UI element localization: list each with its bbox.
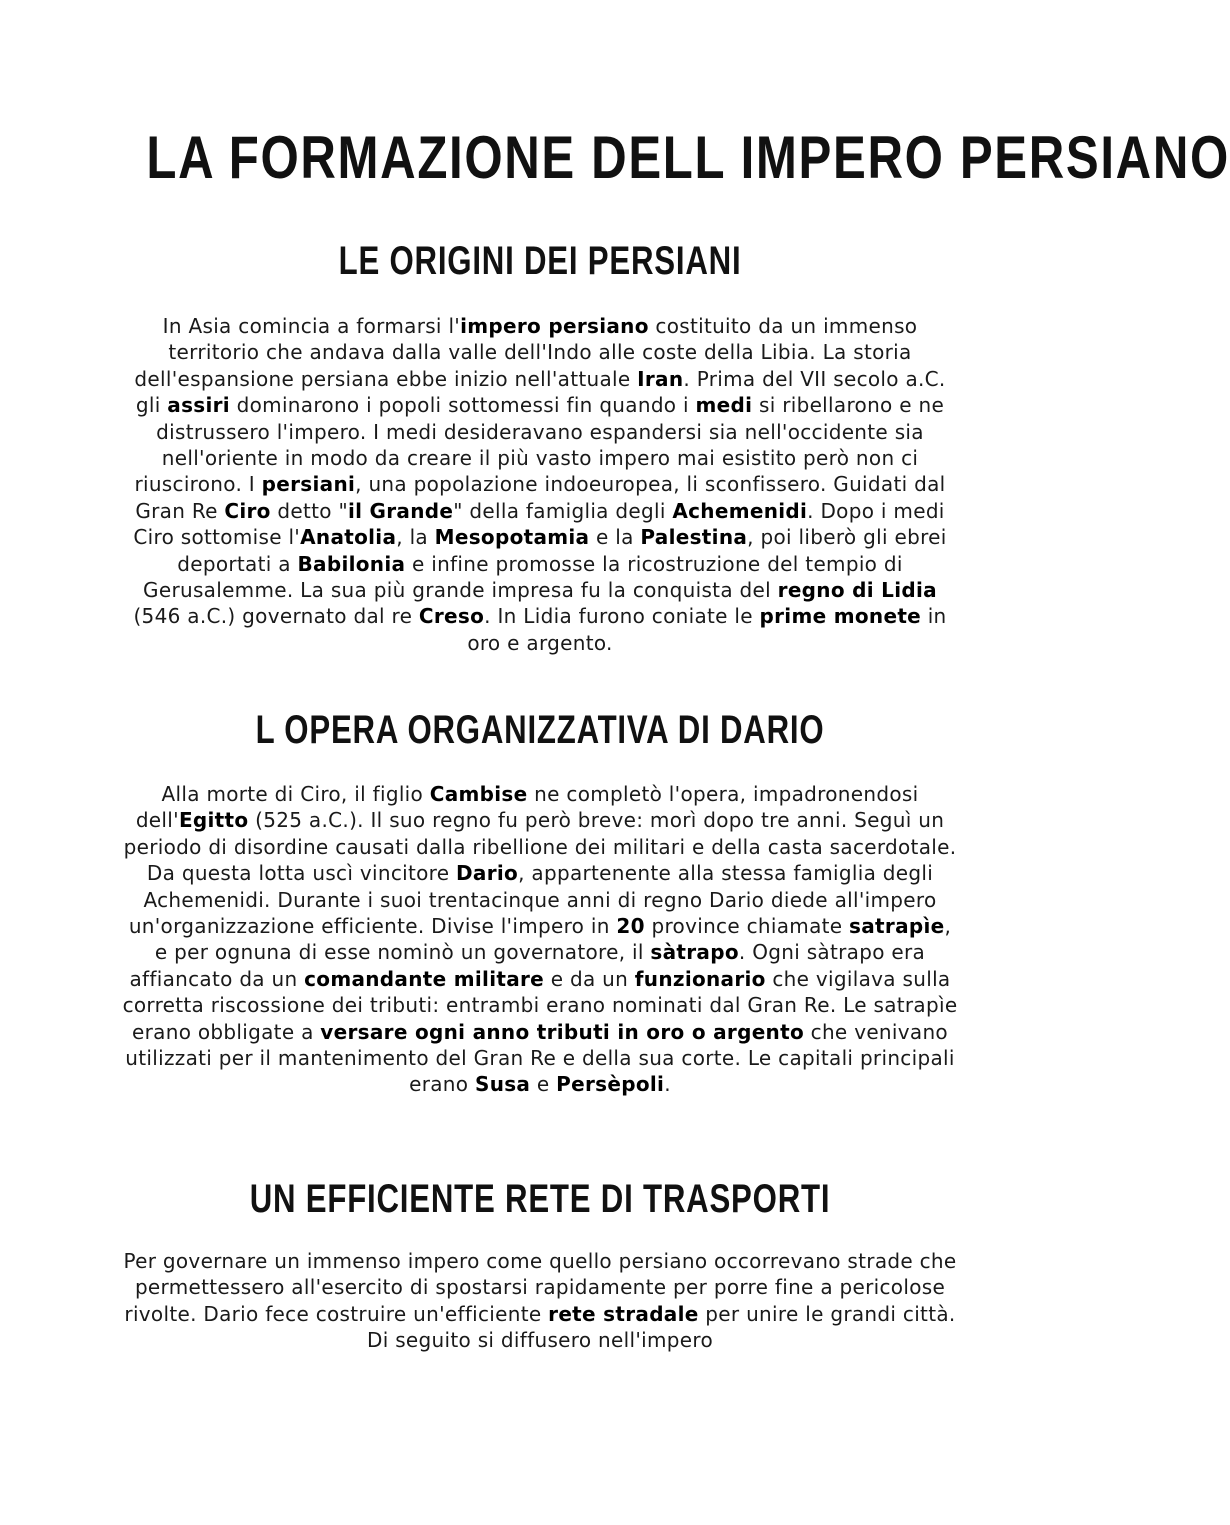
bold-term: Cambise [429, 782, 528, 806]
bold-term: satrapìe [849, 914, 945, 939]
text-run: , poi liberò gli ebrei deportati a [177, 525, 947, 576]
bold-term: Creso [418, 604, 485, 629]
bold-term: Achemenidi [672, 498, 808, 523]
text-run: detto " [270, 498, 348, 523]
text-run: costituito da un immenso territorio che andava dalla valle dell'Indo alle coste della Libia. La storia dell'espansione persiana ebbe inizio nell'attuale [134, 314, 918, 391]
bold-term: comandante militare [304, 966, 545, 991]
bold-term: Dario [456, 861, 519, 886]
text-run: in oro e argento. [467, 604, 947, 655]
text-run: . In Lidia furono coniate le [484, 604, 760, 629]
bold-term: funzionario [634, 966, 766, 991]
section-paragraph-trasporti [120, 1248, 960, 1354]
text-run: e [530, 1072, 557, 1097]
bold-term: 20 [616, 914, 645, 939]
section-heading-origini: LE ORIGINI DEI PERSIANI [338, 239, 742, 283]
section-heading-trasporti: UN EFFICIENTE RETE DI TRASPORTI [249, 1177, 831, 1221]
text-run: si ribellarono e ne distrussero l'impero. I medi desideravano espandersi sia nell'occidente sia nell'oriente in modo da creare il più vasto impero mai esistito però non ci riuscirono. I [134, 393, 945, 497]
bold-term: assiri [167, 393, 230, 418]
bold-term: rete stradale [548, 1301, 699, 1326]
section-paragraph-origini [120, 313, 960, 656]
text-run: ne completò l'opera, impadronendosi dell' [135, 782, 919, 833]
text-run: (546 a.C.) governato dal re [133, 604, 419, 629]
bold-term: Ciro [224, 498, 271, 523]
text-run: (525 a.C.). Il suo regno fu però breve: morì dopo tre anni. Seguì un periodo di disordine causati dalla ribellione dei militari e della casta sacerdotale. Da questa lotta uscì vincitore [123, 808, 957, 886]
bold-term: il Grande [347, 498, 454, 523]
text-run: , la [396, 525, 435, 550]
text-run: e la [589, 525, 641, 550]
bold-term: Babilonia [297, 551, 406, 576]
bold-term: impero persiano [460, 314, 649, 338]
text-run: e da un [544, 966, 635, 991]
text-run: Per governare un immenso impero come quello persiano occorrevano strade che permettessero all'esercito di spostarsi rapidamente per porre fine a pericolose rivolte. Dario fece costruire un'efficiente [123, 1249, 957, 1326]
text-run: che venivano utilizzati per il mantenimento del Gran Re e della sua corte. Le capitali principali erano [125, 1019, 955, 1097]
text-run: . Ogni sàtrapo era affiancato da un [129, 940, 926, 991]
text-run: . Dopo i medi Ciro sottomise l' [133, 498, 945, 550]
bold-term: regno di Lidia [777, 578, 937, 603]
text-run: In Asia comincia a formarsi l' [162, 314, 461, 338]
page-title: LA FORMAZIONE DELL IMPERO PERSIANO [146, 124, 1230, 191]
text-run: per unire le grandi città. Di seguito si diffusero nell'impero [367, 1301, 956, 1353]
text-run: , e per ognuna di esse nominò un governatore, il [154, 914, 952, 965]
text-run: e infine promosse la ricostruzione del tempio di Gerusalemme. La sua più grande impresa fu la conquista del [143, 551, 903, 603]
bold-term: medi [695, 393, 753, 418]
text-run: che vigilava sulla corretta riscossione dei tributi: entrambi erano nominati dal Gran Re. Le satrapìe erano obbligate a [122, 966, 958, 1044]
text-run: . Prima del VII secolo a.C. gli [135, 366, 946, 418]
bold-term: prime monete [759, 604, 922, 629]
text-run: " della famiglia degli [453, 498, 673, 523]
bold-term: persiani [261, 472, 356, 497]
text-run: , appartenente alla stessa famiglia degli Achemenidi. Durante i suoi trentacinque anni di regno Dario diede all'impero un'organizzazione efficiente. Divise l'impero in [128, 861, 937, 939]
bold-term: versare ogni anno tributi in oro o argento [320, 1019, 804, 1044]
section-heading-dario: L OPERA ORGANIZZATIVA DI DARIO [255, 708, 825, 752]
bold-term: Persèpoli [556, 1072, 665, 1097]
text-run: dominarono i popoli sottomessi fin quando i [229, 393, 696, 418]
bold-term: Mesopotamia [434, 525, 590, 550]
bold-term: Anatolia [300, 525, 397, 550]
text-run: , una popolazione indoeuropea, li sconfissero. Guidati dal Gran Re [135, 472, 946, 523]
bold-term: Palestina [640, 525, 748, 550]
section-paragraph-dario [120, 781, 960, 1098]
bold-term: Iran [637, 366, 684, 391]
text-run: . [664, 1072, 671, 1097]
bold-term: sàtrapo [650, 940, 739, 965]
text-run: Alla morte di Ciro, il figlio [161, 782, 430, 806]
bold-term: Egitto [178, 808, 249, 833]
text-run: province chiamate [644, 914, 850, 939]
bold-term: Susa [474, 1072, 531, 1097]
